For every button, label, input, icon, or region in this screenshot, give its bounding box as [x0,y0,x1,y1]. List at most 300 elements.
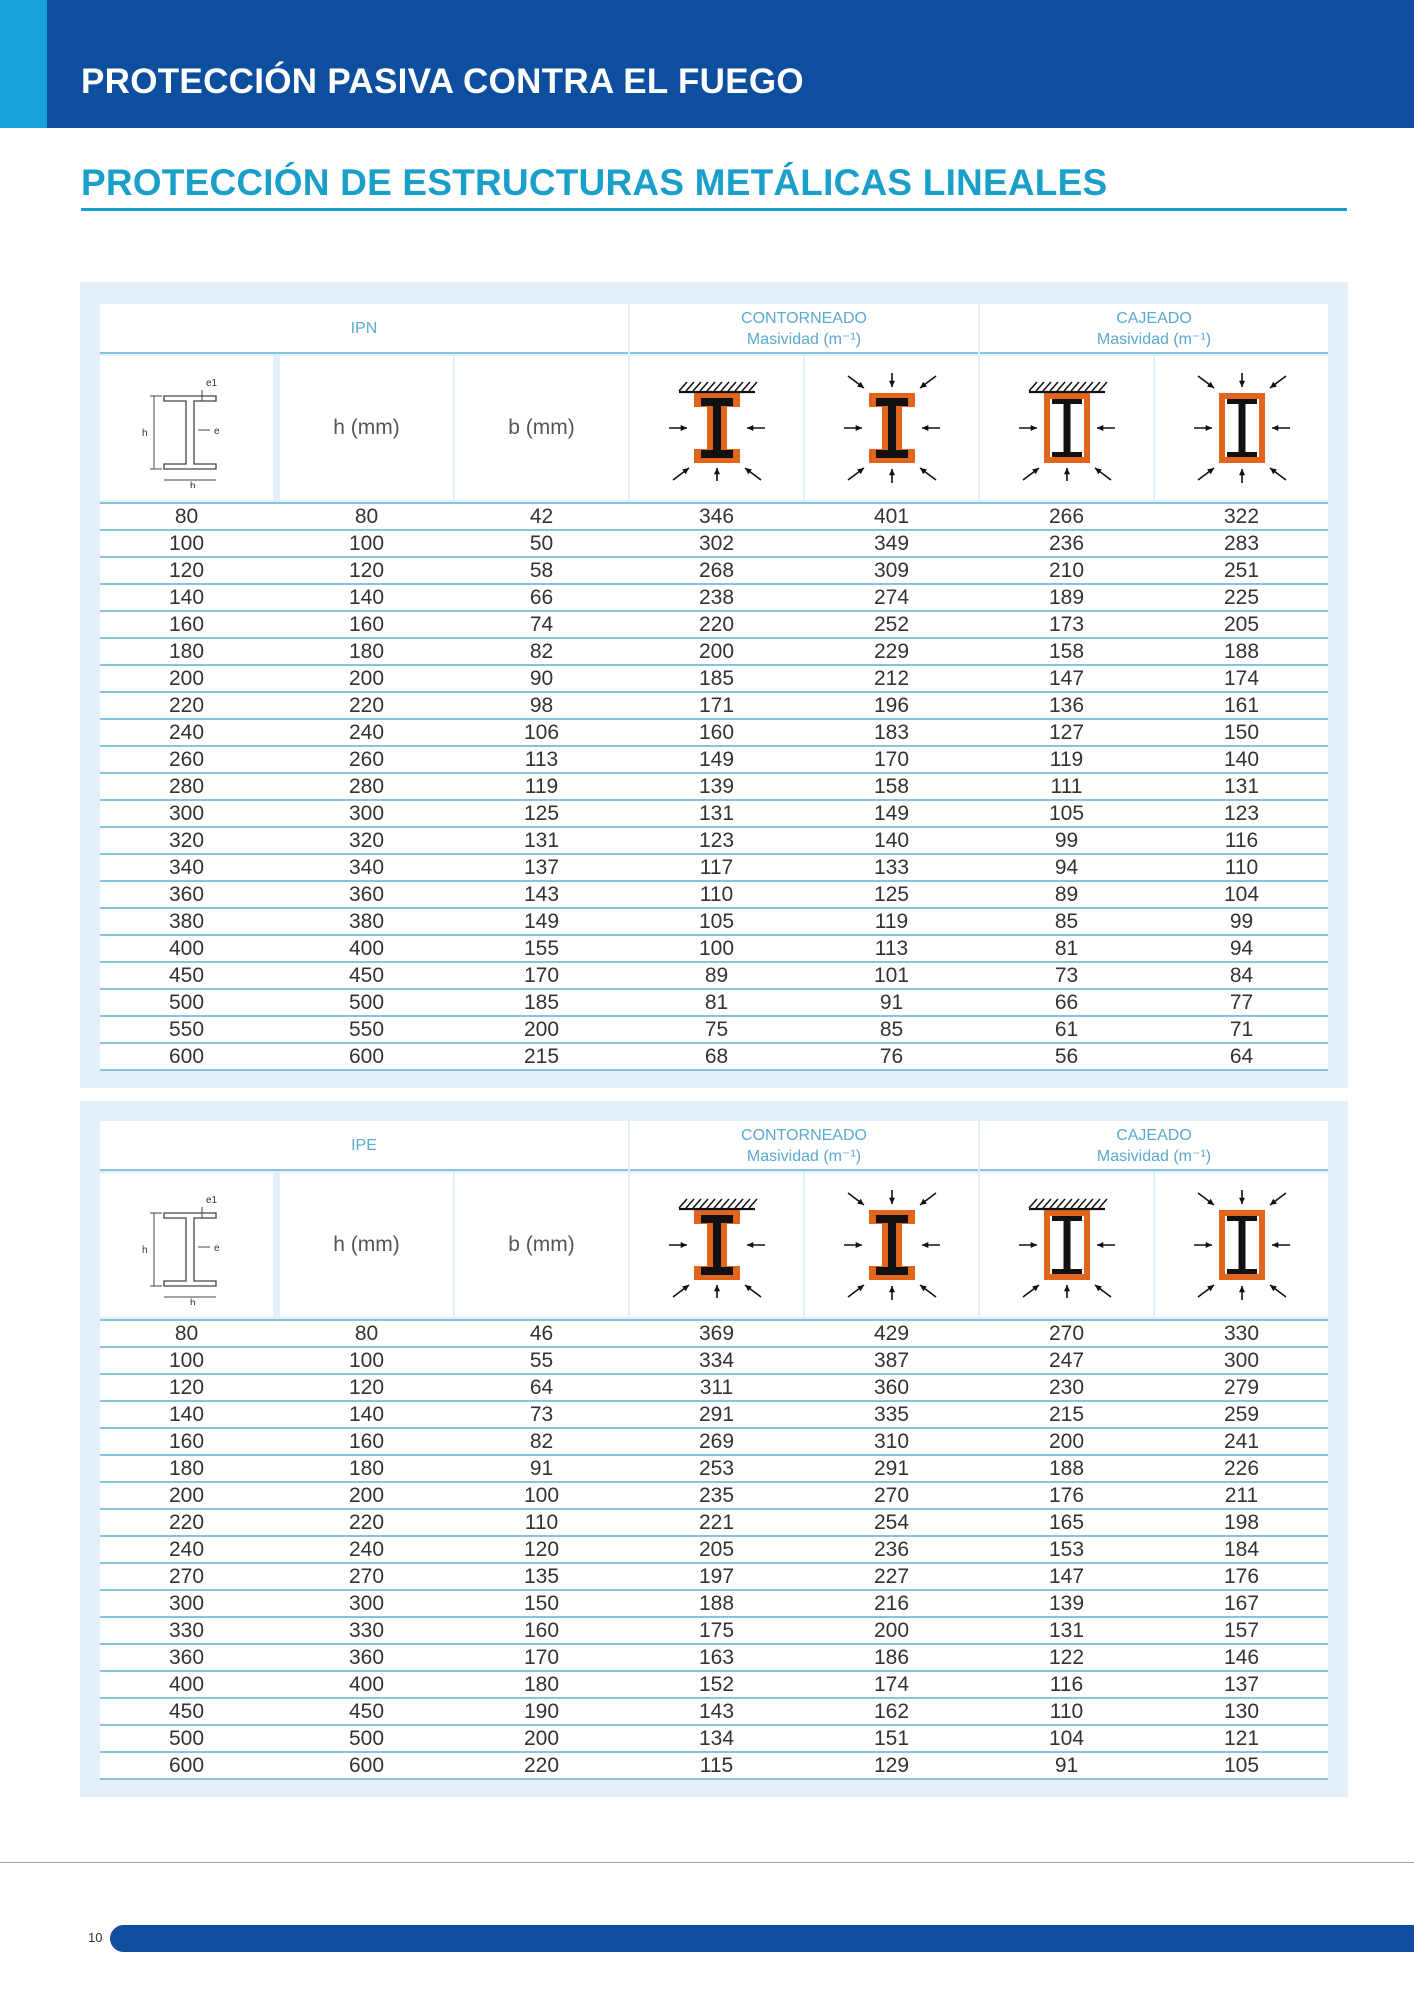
table-cell: 220 [348,694,385,717]
table-cell: 100 [523,1484,560,1507]
table-cell: 198 [1223,1511,1260,1534]
table-row [100,1699,1328,1726]
fire-arrow-bottom-right-icon [745,1285,761,1297]
table-cell: 600 [168,1754,205,1777]
table-cell: 450 [168,964,205,987]
table-row [100,1321,1328,1348]
table-cell: 211 [1224,1484,1259,1507]
fire-arrow-right-icon [747,1242,765,1248]
table-cell: 170 [873,748,910,771]
table-cell: 300 [168,1592,205,1615]
table-cell: 188 [1223,640,1260,663]
table-cell: 283 [1223,532,1260,555]
table-cell: 160 [348,613,385,636]
table-cell: 134 [698,1727,735,1750]
table-cell: 131 [1223,775,1260,798]
contour-ceiling-fire-icon [657,1185,777,1305]
table-cell: 360 [348,883,385,906]
table-cell: 99 [1229,910,1254,933]
table-cell: 161 [1223,694,1260,717]
fire-arrow-bottom-icon [888,1286,894,1300]
table-cell: 140 [873,829,910,852]
table-cell: 270 [348,1565,385,1588]
table-cell: 230 [1048,1376,1085,1399]
table-cell: 240 [168,721,205,744]
table-cell: 105 [698,910,735,933]
contorneado-header [630,1121,978,1171]
table-cell: 340 [168,856,205,879]
table-row [100,639,1328,666]
table-cell: 320 [168,829,205,852]
fire-arrow-right-icon [922,1242,940,1248]
i-beam-outline [164,396,216,469]
table-cell: 140 [1223,748,1260,771]
table-cell: 110 [699,883,734,906]
table-cell: 226 [1223,1457,1260,1480]
box-full-fire-icon [1182,1185,1302,1305]
table-cell: 270 [873,1484,910,1507]
table-cell: 210 [1048,559,1085,582]
table-cell: 176 [1048,1484,1085,1507]
cajeado-label: CAJEADO [1116,1127,1192,1144]
table-row [100,1564,1328,1591]
fire-arrow-bottom-icon [1063,1285,1069,1298]
table-cell: 76 [879,1045,904,1068]
masividad-label: Masividad (m⁻¹) [746,331,862,348]
table-cell: 183 [873,721,910,744]
table-cell: 160 [698,721,735,744]
table-cell: 66 [529,586,554,609]
table-cell: 236 [873,1538,910,1561]
box-3-sides-cell [980,1173,1153,1317]
icon-row [100,354,1328,502]
table-cell: 300 [348,1592,385,1615]
table-cell: 80 [354,1322,379,1345]
table-cell: 190 [523,1700,560,1723]
i-beam-profile-diagram [132,368,242,488]
table-cell: 50 [529,532,554,555]
table-cell: 184 [1223,1538,1260,1561]
table-cell: 146 [1223,1646,1260,1669]
table-cell: 73 [1054,964,1079,987]
table-cell: 205 [1223,613,1260,636]
fire-arrow-bottom-right-icon [1095,468,1111,480]
table-row [100,666,1328,693]
table-cell: 200 [698,640,735,663]
table-cell: 140 [348,586,385,609]
table-row [100,1375,1328,1402]
table-row [100,774,1328,801]
label-e1: e1 [205,378,217,389]
fire-arrow-left-icon [844,1242,862,1248]
table-cell: 139 [698,775,735,798]
table-cell: 227 [873,1565,910,1588]
table-cell: 137 [1223,1673,1260,1696]
table-cell: 280 [168,775,205,798]
fire-arrow-bottom-icon [1063,468,1069,481]
table-cell: 240 [168,1538,205,1561]
table-cell: 600 [348,1045,385,1068]
contour-3-sides-cell [630,356,803,500]
table-body [100,502,1328,1071]
fire-arrow-top-right-icon [920,376,936,388]
fire-arrow-left-icon [1194,1242,1212,1248]
fire-arrow-bottom-icon [1238,1286,1244,1300]
footer-divider [0,1862,1414,1863]
label-b: b [189,481,196,488]
h-label: h (mm) [333,416,400,439]
table-cell: 129 [873,1754,910,1777]
table-cell: 89 [1054,883,1079,906]
table-cell: 310 [873,1430,910,1453]
table-cell: 100 [168,1349,205,1372]
masividad-label: Masividad (m⁻¹) [746,1148,862,1165]
table-header [100,304,1328,354]
table-cell: 309 [873,559,910,582]
h-label: h (mm) [333,1233,400,1256]
fire-arrow-top-left-icon [848,376,864,388]
table-cell: 180 [168,1457,205,1480]
table-cell: 160 [523,1619,560,1642]
table-row [100,1726,1328,1753]
table-cell: 221 [698,1511,735,1534]
table-row [100,693,1328,720]
table-cell: 200 [873,1619,910,1642]
table-cell: 158 [1048,640,1085,663]
fire-arrow-bottom-left-icon [1023,1285,1039,1297]
table-row [100,1044,1328,1071]
table-row [100,1483,1328,1510]
table-row [100,909,1328,936]
fire-arrow-bottom-left-icon [1023,468,1039,480]
table-cell: 100 [168,532,205,555]
label-b: b [189,1298,196,1305]
fire-arrow-top-icon [888,1190,894,1204]
ceiling-hatch [1029,1199,1107,1209]
table-row [100,1591,1328,1618]
fire-arrow-top-icon [1238,1190,1244,1204]
table-cell: 300 [1223,1349,1260,1372]
fire-arrow-top-left-icon [1198,376,1214,388]
table-cell: 186 [873,1646,910,1669]
table-cell: 91 [879,991,904,1014]
ipn-table-panel [80,282,1348,1088]
table-cell: 253 [698,1457,735,1480]
table-row [100,1402,1328,1429]
table-body [100,1319,1328,1780]
label-e: e [213,1243,220,1254]
ipn-table [100,304,1328,1071]
contour-full-fire-icon [832,368,952,488]
fire-arrow-left-icon [844,425,862,431]
contorneado-header [630,304,978,354]
table-row [100,1645,1328,1672]
table-cell: 196 [873,694,910,717]
table-cell: 279 [1223,1376,1260,1399]
table-cell: 266 [1048,505,1085,528]
fire-arrow-bottom-left-icon [1198,468,1214,480]
table-cell: 252 [873,613,910,636]
table-cell: 105 [1223,1754,1260,1777]
table-cell: 180 [523,1673,560,1696]
table-cell: 450 [348,1700,385,1723]
table-cell: 80 [354,505,379,528]
fire-arrow-left-icon [1194,425,1212,431]
table-row [100,1456,1328,1483]
table-cell: 137 [523,856,560,879]
table-cell: 200 [1048,1430,1085,1453]
table-cell: 188 [698,1592,735,1615]
profile-header: IPN [100,304,628,354]
table-cell: 270 [1048,1322,1085,1345]
table-cell: 180 [168,640,205,663]
table-cell: 116 [1049,1673,1084,1696]
table-cell: 116 [1224,829,1259,852]
label-e: e [213,426,220,437]
table-cell: 94 [1229,937,1254,960]
fire-arrow-bottom-left-icon [673,1285,689,1297]
i-beam-outline [164,1213,216,1286]
icon-row [100,1171,1328,1319]
fire-arrow-right-icon [747,425,765,431]
section-title: PROTECCIÓN DE ESTRUCTURAS METÁLICAS LINEALES [81,162,1108,203]
label-h: h [141,1245,148,1256]
table-row [100,828,1328,855]
table-cell: 500 [348,1727,385,1750]
table-cell: 259 [1223,1403,1260,1426]
fire-arrow-bottom-right-icon [920,1285,936,1297]
table-cell: 139 [1048,1592,1085,1615]
table-cell: 291 [873,1457,910,1480]
table-cell: 360 [348,1646,385,1669]
table-cell: 135 [523,1565,560,1588]
table-cell: 113 [524,748,559,771]
table-cell: 155 [523,937,560,960]
table-cell: 101 [873,964,910,987]
banner-accent [0,0,47,128]
table-cell: 247 [1048,1349,1085,1372]
ipe-table [100,1121,1328,1780]
table-cell: 56 [1054,1045,1079,1068]
table-row [100,504,1328,531]
table-cell: 140 [348,1403,385,1426]
table-row [100,720,1328,747]
table-cell: 220 [348,1511,385,1534]
table-cell: 220 [698,613,735,636]
table-cell: 175 [698,1619,735,1642]
table-cell: 131 [1048,1619,1085,1642]
box-ceiling-fire-icon [1007,368,1127,488]
table-cell: 150 [523,1592,560,1615]
table-cell: 82 [529,640,554,663]
table-cell: 115 [699,1754,734,1777]
table-cell: 291 [698,1403,735,1426]
table-cell: 120 [168,559,205,582]
box-full-fire-icon [1182,368,1302,488]
profile-diagram-cell [100,1173,273,1317]
table-cell: 238 [698,586,735,609]
table-cell: 100 [698,937,735,960]
table-cell: 220 [523,1754,560,1777]
table-cell: 160 [168,613,205,636]
fire-arrow-bottom-icon [713,468,719,481]
ipe-table-panel [80,1101,1348,1797]
table-cell: 81 [704,991,729,1014]
table-cell: 215 [523,1045,560,1068]
table-cell: 450 [348,964,385,987]
fire-arrow-bottom-icon [1238,469,1244,483]
table-cell: 165 [1048,1511,1085,1534]
table-cell: 82 [529,1430,554,1453]
table-cell: 205 [698,1538,735,1561]
table-row [100,1672,1328,1699]
box-4-sides-cell [1155,356,1328,500]
ceiling-hatch [679,382,757,392]
fire-arrow-bottom-right-icon [1095,1285,1111,1297]
table-cell: 131 [523,829,560,852]
table-cell: 131 [698,802,735,825]
table-cell: 119 [874,910,909,933]
table-cell: 85 [879,1018,904,1041]
table-cell: 123 [1223,802,1260,825]
table-cell: 500 [168,991,205,1014]
table-cell: 152 [698,1673,735,1696]
table-cell: 401 [873,505,910,528]
table-cell: 64 [1229,1045,1254,1068]
table-cell: 189 [1048,586,1085,609]
fire-arrow-top-icon [1238,373,1244,387]
table-cell: 125 [523,802,560,825]
table-cell: 157 [1223,1619,1260,1642]
table-cell: 550 [168,1018,205,1041]
table-cell: 100 [348,532,385,555]
label-e1: e1 [205,1195,217,1206]
fire-arrow-bottom-right-icon [920,468,936,480]
h-header-cell [280,1173,453,1317]
page-number: 10 [88,1930,103,1945]
table-cell: 235 [698,1484,735,1507]
table-cell: 173 [1048,613,1085,636]
table-cell: 174 [873,1673,910,1696]
table-cell: 174 [1223,667,1260,690]
table-cell: 123 [698,829,735,852]
table-cell: 400 [348,1673,385,1696]
fire-arrow-bottom-left-icon [848,468,864,480]
table-cell: 151 [873,1727,910,1750]
masividad-label: Masividad (m⁻¹) [1096,1148,1212,1165]
profile-diagram-cell [100,356,273,500]
table-cell: 149 [873,802,910,825]
table-cell: 322 [1223,505,1260,528]
table-cell: 104 [1223,883,1260,906]
table-row [100,1753,1328,1780]
table-cell: 143 [523,883,560,906]
table-cell: 120 [523,1538,560,1561]
table-cell: 162 [873,1700,910,1723]
box-3-sides-cell [980,356,1153,500]
table-cell: 119 [524,775,559,798]
fire-arrow-left-icon [669,1242,687,1248]
table-cell: 140 [168,586,205,609]
table-cell: 200 [523,1018,560,1041]
table-cell: 229 [873,640,910,663]
table-cell: 185 [698,667,735,690]
table-cell: 200 [348,1484,385,1507]
table-cell: 220 [168,1511,205,1534]
table-cell: 600 [348,1754,385,1777]
table-cell: 176 [1223,1565,1260,1588]
table-cell: 90 [529,667,554,690]
fire-arrow-top-right-icon [1270,1193,1286,1205]
section-underline [81,208,1347,211]
banner-title: PROTECCIÓN PASIVA CONTRA EL FUEGO [81,62,804,101]
table-cell: 387 [873,1349,910,1372]
fire-arrow-right-icon [1097,425,1115,431]
table-cell: 240 [348,1538,385,1561]
table-header [100,1121,1328,1171]
table-cell: 153 [1048,1538,1085,1561]
fire-arrow-bottom-left-icon [1198,1285,1214,1297]
cajeado-header [980,304,1328,354]
table-cell: 68 [704,1045,729,1068]
i-beam-profile-diagram [132,1185,242,1305]
table-cell: 240 [348,721,385,744]
h-header-cell [280,356,453,500]
table-cell: 120 [168,1376,205,1399]
table-row [100,612,1328,639]
fire-arrow-left-icon [1019,1242,1037,1248]
b-header-cell [455,356,628,500]
table-cell: 143 [698,1700,735,1723]
table-cell: 330 [1223,1322,1260,1345]
fire-arrow-bottom-icon [713,1285,719,1298]
table-row [100,1017,1328,1044]
fire-arrow-left-icon [1019,425,1037,431]
table-cell: 216 [873,1592,910,1615]
table-cell: 113 [874,937,909,960]
table-row [100,1348,1328,1375]
box-4-sides-cell [1155,1173,1328,1317]
table-cell: 600 [168,1045,205,1068]
table-row [100,1510,1328,1537]
table-cell: 197 [698,1565,735,1588]
table-cell: 274 [873,586,910,609]
table-row [100,585,1328,612]
table-cell: 119 [1049,748,1084,771]
table-cell: 236 [1048,532,1085,555]
table-cell: 268 [698,559,735,582]
table-cell: 200 [348,667,385,690]
table-cell: 180 [348,640,385,663]
table-cell: 111 [1050,775,1083,798]
table-cell: 360 [168,883,205,906]
table-cell: 46 [529,1322,554,1345]
table-cell: 147 [1048,1565,1085,1588]
box-ceiling-fire-icon [1007,1185,1127,1305]
table-cell: 225 [1223,586,1260,609]
b-header-cell [455,1173,628,1317]
table-row [100,558,1328,585]
table-cell: 171 [698,694,735,717]
fire-arrow-top-right-icon [1270,376,1286,388]
table-cell: 349 [873,532,910,555]
cajeado-label: CAJEADO [1116,310,1192,327]
table-cell: 150 [1223,721,1260,744]
table-cell: 330 [168,1619,205,1642]
table-cell: 335 [873,1403,910,1426]
table-cell: 105 [1048,802,1085,825]
fire-arrow-right-icon [1272,425,1290,431]
